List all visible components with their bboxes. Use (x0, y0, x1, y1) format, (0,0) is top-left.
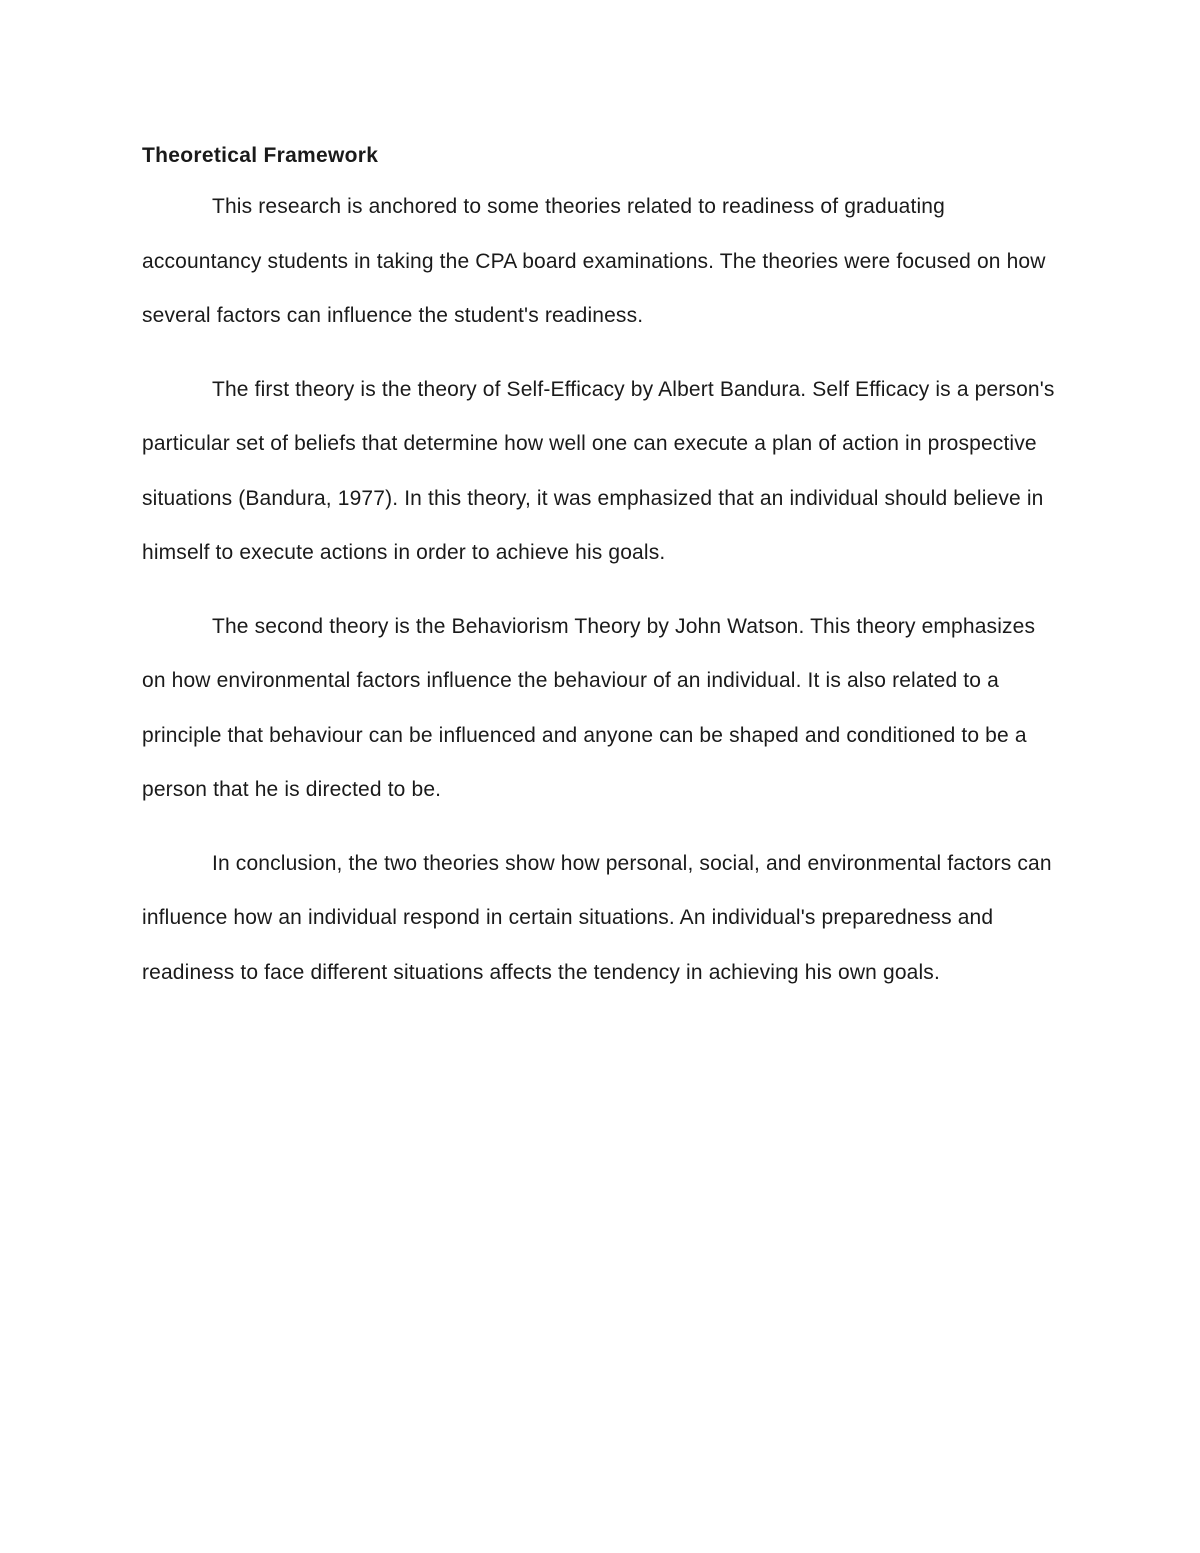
paragraph-conclusion: In conclusion, the two theories show how personal, social, and environmental factors can influence how an individual respond in certain situations. An individual's preparedness and readiness to face different situations affects the tendency in achieving his own goals. (142, 851, 1052, 984)
paragraph-behaviorism-theory: The second theory is the Behaviorism Theory by John Watson. This theory emphasizes on how environmental factors influence the behaviour of an individual. It is also related to a principle that behaviour can be influenced and anyone can be shaped and conditioned to be a person that he is directed to be. (142, 614, 1036, 801)
paragraph-introduction: This research is anchored to some theories related to readiness of graduating accountancy students in taking the CPA board examinations. The theories were focused on how several factors can influence the student's readiness. (142, 195, 1046, 327)
section-heading: Theoretical Framework (142, 144, 379, 167)
document-body (142, 138, 1062, 1019)
paragraph-self-efficacy-theory: The first theory is the theory of Self-Efficacy by Albert Bandura. Self Efficacy is a person's particular set of beliefs that determine how well one can execute a plan of action in prospective situations (Bandura, 1977). In this theory, it was emphasized that an individual should believe in himself to execute actions in order to achieve his goals. (142, 377, 1055, 564)
